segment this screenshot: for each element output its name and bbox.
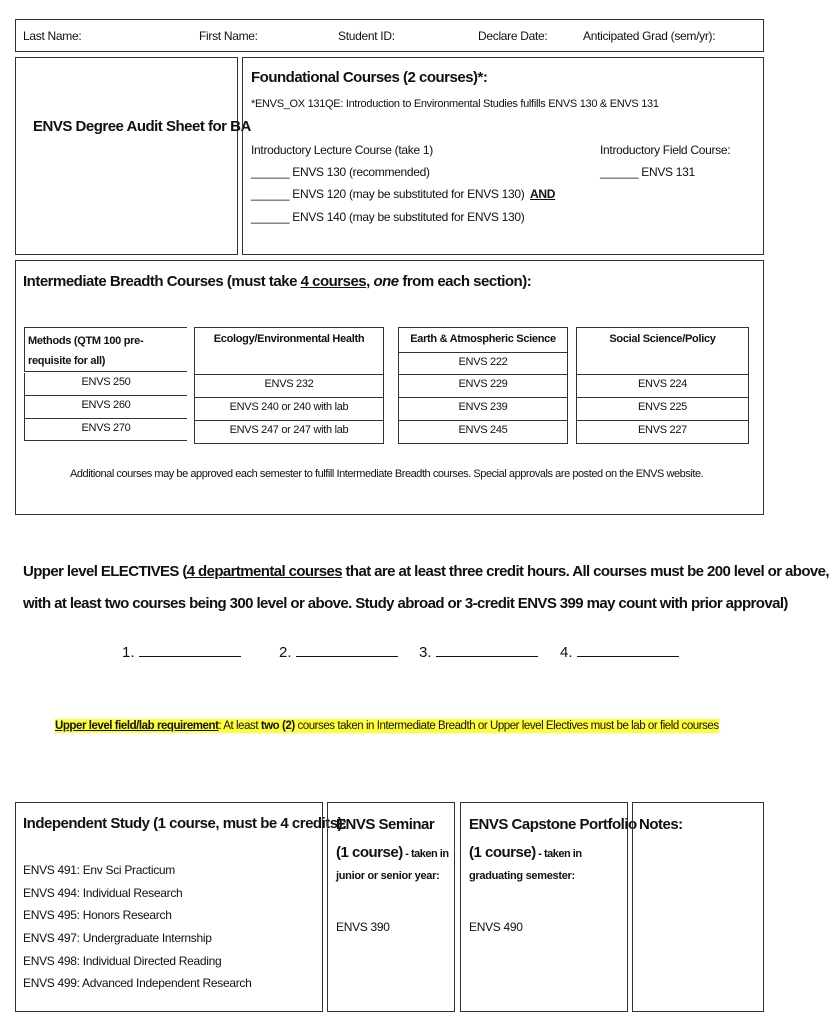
last-name-label: Last Name: <box>23 29 82 43</box>
ecology-row-1: ENVS 232 <box>194 375 384 398</box>
title-box <box>15 57 238 255</box>
seminar-heading: ENVS Seminar <box>336 816 435 833</box>
capstone-heading: ENVS Capstone Portfolio <box>469 816 637 833</box>
ecology-row-2: ENVS 240 or 240 with lab <box>194 398 384 421</box>
lecture-label: Introductory Lecture Course (take 1) <box>251 143 433 157</box>
independent-item-491: ENVS 491: Env Sci Practicum <box>23 863 175 877</box>
lecture-option-140: ______ ENVS 140 (may be substituted for ENVS 130) <box>251 210 525 224</box>
capstone-course: ENVS 490 <box>469 920 523 934</box>
independent-study-heading: Independent Study (1 course, must be 4 credits): <box>23 815 347 832</box>
earth-row-1: ENVS 222 <box>398 353 568 375</box>
and-label: AND <box>530 187 556 201</box>
social-row-2: ENVS 225 <box>576 398 749 421</box>
electives-text: Upper level ELECTIVES (4 departmental courses that are at least three credit hours. All courses must be 200 level or above, with at least two courses being 300 level or above. Study abroad or 3-credit ENVS 399 may count with prior approval) <box>23 563 829 612</box>
field-course-label: Introductory Field Course: <box>600 143 731 157</box>
intermediate-heading: Intermediate Breadth Courses (must take 4 courses, one from each section): <box>23 273 532 290</box>
anticipated-grad-label: Anticipated Grad (sem/yr): <box>583 29 716 43</box>
capstone-box <box>460 802 628 1012</box>
seminar-box <box>327 802 455 1012</box>
independent-item-494: ENVS 494: Individual Research <box>23 886 183 900</box>
student-id-label: Student ID: <box>338 29 395 43</box>
lecture-option-130: ______ ENVS 130 (recommended) <box>251 165 430 179</box>
foundational-heading: Foundational Courses (2 courses)*: <box>251 69 488 86</box>
elective-blank-3[interactable]: 3. <box>419 644 538 661</box>
social-row-3: ENVS 227 <box>638 424 687 436</box>
independent-item-498: ENVS 498: Individual Directed Reading <box>23 954 222 968</box>
elective-blank-4[interactable]: 4. <box>560 644 679 661</box>
independent-item-499: ENVS 499: Advanced Independent Research <box>23 976 252 990</box>
ecology-row-3: ENVS 247 or 247 with lab <box>229 424 349 436</box>
intermediate-note: Additional courses may be approved each semester to fulfill Intermediate Breadth courses. Special approvals are posted on the ENVS website. <box>70 468 704 480</box>
seminar-course: ENVS 390 <box>336 920 390 934</box>
earth-row-4: ENVS 245 <box>458 424 508 436</box>
seminar-desc: (1 course) - taken in <box>336 844 449 861</box>
field-course-option: ______ ENVS 131 <box>600 165 695 179</box>
declare-date-label: Declare Date: <box>478 29 548 43</box>
foundational-note: *ENVS_OX 131QE: Introduction to Environmental Studies fulfills ENVS 130 & ENVS 131 <box>251 98 659 110</box>
field-lab-requirement: Upper level field/lab requirement: At least two (2) courses taken in Intermediate Breadth or Upper level Electives must be lab or field courses <box>55 720 719 732</box>
methods-title: Methods (QTM 100 pre-requisite for all) <box>28 335 144 367</box>
ecology-title: Ecology/Environmental Health <box>194 333 384 375</box>
capstone-desc: (1 course) - taken in <box>469 844 582 861</box>
earth-title: Earth & Atmospheric Science <box>398 333 568 353</box>
methods-row-2: ENVS 260 <box>24 396 187 419</box>
elective-blank-2[interactable]: 2. <box>279 644 398 661</box>
first-name-label: First Name: <box>199 29 258 43</box>
earth-row-3: ENVS 239 <box>398 398 568 421</box>
notes-label: Notes: <box>639 816 683 833</box>
social-title: Social Science/Policy <box>576 333 749 375</box>
capstone-desc-2: graduating semester: <box>469 870 575 882</box>
notes-box[interactable] <box>632 802 764 1012</box>
independent-item-497: ENVS 497: Undergraduate Internship <box>23 931 212 945</box>
elective-blank-1[interactable]: 1. <box>122 644 241 661</box>
page-title: ENVS Degree Audit Sheet for BA <box>33 118 251 135</box>
independent-item-495: ENVS 495: Honors Research <box>23 908 172 922</box>
lecture-option-120: ______ ENVS 120 (may be substituted for ENVS 130) <box>251 187 525 201</box>
earth-row-2: ENVS 229 <box>398 375 568 398</box>
methods-row-3: ENVS 270 <box>24 419 187 441</box>
social-row-1: ENVS 224 <box>576 375 749 398</box>
methods-row-1: ENVS 250 <box>24 373 187 396</box>
seminar-desc-2: junior or senior year: <box>336 870 440 882</box>
